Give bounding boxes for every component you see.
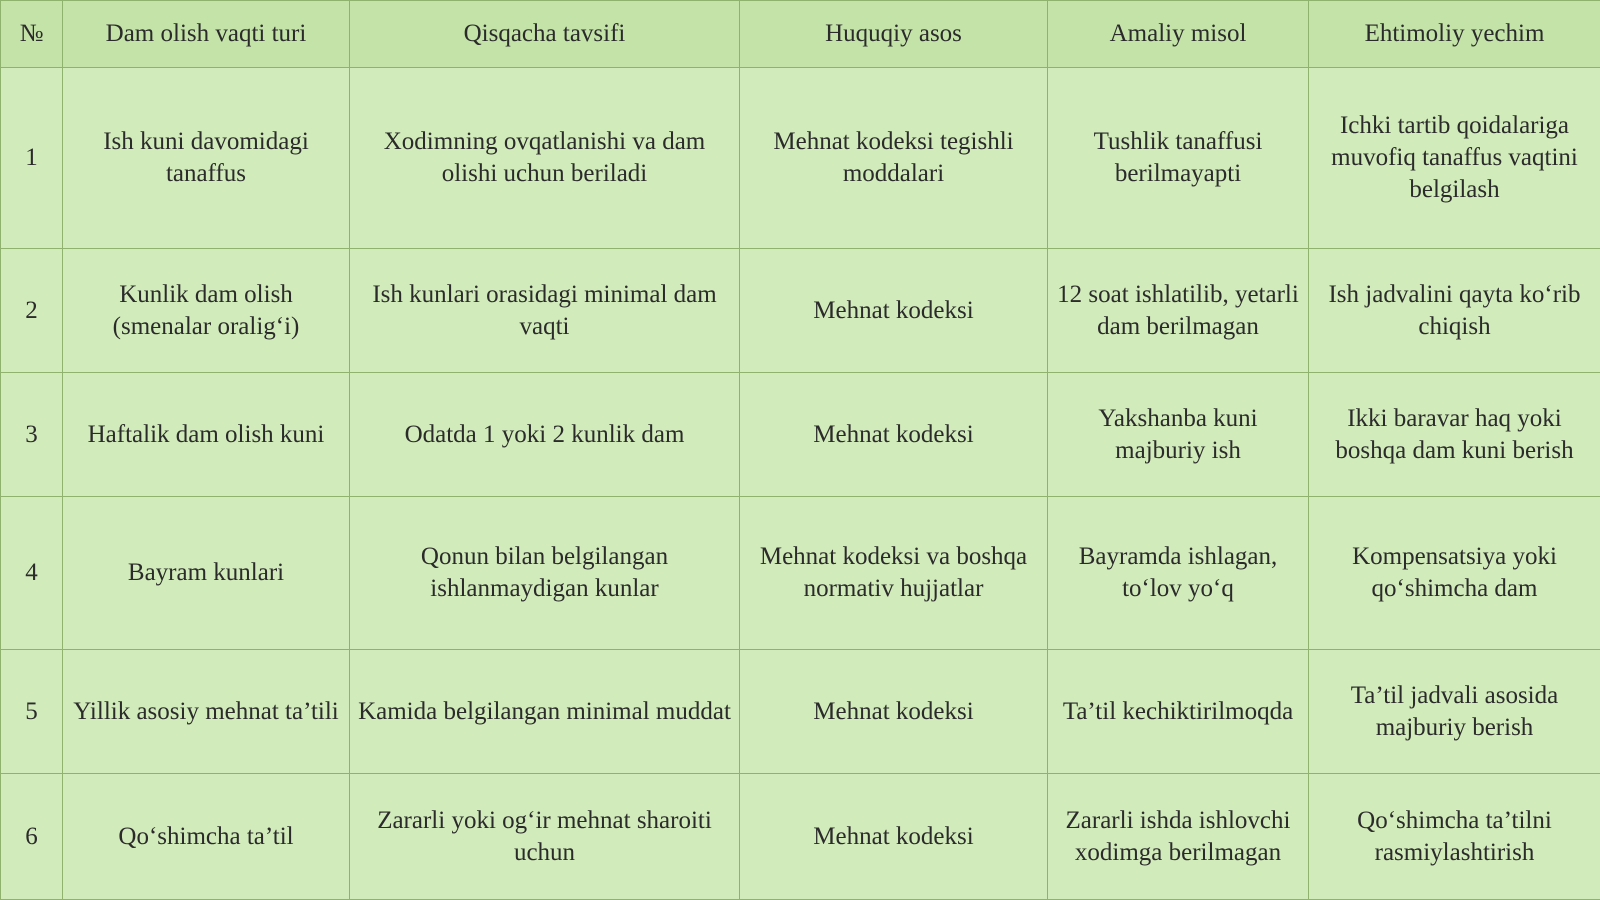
cell-description: Odatda 1 yoki 2 kunlik dam bbox=[350, 373, 740, 497]
header-example: Amaliy misol bbox=[1048, 1, 1309, 68]
cell-solution: Ikki baravar haq yoki boshqa dam kuni berish bbox=[1309, 373, 1600, 497]
cell-example: Bayramda ishlagan, to‘lov yo‘q bbox=[1048, 497, 1309, 650]
cell-description: Xodimning ovqatlanishi va dam olishi uchun beriladi bbox=[350, 68, 740, 249]
cell-description: Qonun bilan belgilangan ishlanmaydigan kunlar bbox=[350, 497, 740, 650]
cell-number: 4 bbox=[1, 497, 63, 650]
cell-rest-type: Kunlik dam olish (smenalar oralig‘i) bbox=[63, 249, 350, 373]
cell-solution: Ta’til jadvali asosida majburiy berish bbox=[1309, 650, 1600, 774]
table-row bbox=[1, 774, 1600, 900]
cell-description: Ish kunlari orasidagi minimal dam vaqti bbox=[350, 249, 740, 373]
cell-description: Zararli yoki og‘ir mehnat sharoiti uchun bbox=[350, 774, 740, 900]
header-rest-type: Dam olish vaqti turi bbox=[63, 1, 350, 68]
cell-rest-type: Yillik asosiy mehnat ta’tili bbox=[63, 650, 350, 774]
cell-number: 6 bbox=[1, 774, 63, 900]
cell-example: Zararli ishda ishlovchi xodimga berilmagan bbox=[1048, 774, 1309, 900]
cell-number: 2 bbox=[1, 249, 63, 373]
header-description: Qisqacha tavsifi bbox=[350, 1, 740, 68]
cell-number: 1 bbox=[1, 68, 63, 249]
cell-solution: Qo‘shimcha ta’tilni rasmiylashtirish bbox=[1309, 774, 1600, 900]
cell-description: Kamida belgilangan minimal muddat bbox=[350, 650, 740, 774]
cell-example: Tushlik tanaffusi berilmayapti bbox=[1048, 68, 1309, 249]
table-row bbox=[1, 373, 1600, 497]
cell-legal-basis: Mehnat kodeksi tegishli moddalari bbox=[740, 68, 1048, 249]
cell-rest-type: Bayram kunlari bbox=[63, 497, 350, 650]
table-row bbox=[1, 650, 1600, 774]
cell-legal-basis: Mehnat kodeksi bbox=[740, 650, 1048, 774]
cell-legal-basis: Mehnat kodeksi va boshqa normativ hujjatlar bbox=[740, 497, 1048, 650]
cell-solution: Kompensatsiya yoki qo‘shimcha dam bbox=[1309, 497, 1600, 650]
cell-number: 5 bbox=[1, 650, 63, 774]
header-row bbox=[1, 1, 1600, 68]
cell-rest-type: Qo‘shimcha ta’til bbox=[63, 774, 350, 900]
table-row bbox=[1, 497, 1600, 650]
cell-solution: Ichki tartib qoidalariga muvofiq tanaffus vaqtini belgilash bbox=[1309, 68, 1600, 249]
table-row bbox=[1, 249, 1600, 373]
cell-number: 3 bbox=[1, 373, 63, 497]
cell-legal-basis: Mehnat kodeksi bbox=[740, 774, 1048, 900]
header-number: № bbox=[1, 1, 63, 68]
cell-legal-basis: Mehnat kodeksi bbox=[740, 373, 1048, 497]
cell-rest-type: Haftalik dam olish kuni bbox=[63, 373, 350, 497]
cell-rest-type: Ish kuni davomidagi tanaffus bbox=[63, 68, 350, 249]
cell-solution: Ish jadvalini qayta ko‘rib chiqish bbox=[1309, 249, 1600, 373]
table-row bbox=[1, 68, 1600, 249]
cell-example: Ta’til kechiktirilmoqda bbox=[1048, 650, 1309, 774]
header-solution: Ehtimoliy yechim bbox=[1309, 1, 1600, 68]
cell-example: 12 soat ishlatilib, yetarli dam berilmagan bbox=[1048, 249, 1309, 373]
header-legal-basis: Huquqiy asos bbox=[740, 1, 1048, 68]
cell-example: Yakshanba kuni majburiy ish bbox=[1048, 373, 1309, 497]
cell-legal-basis: Mehnat kodeksi bbox=[740, 249, 1048, 373]
